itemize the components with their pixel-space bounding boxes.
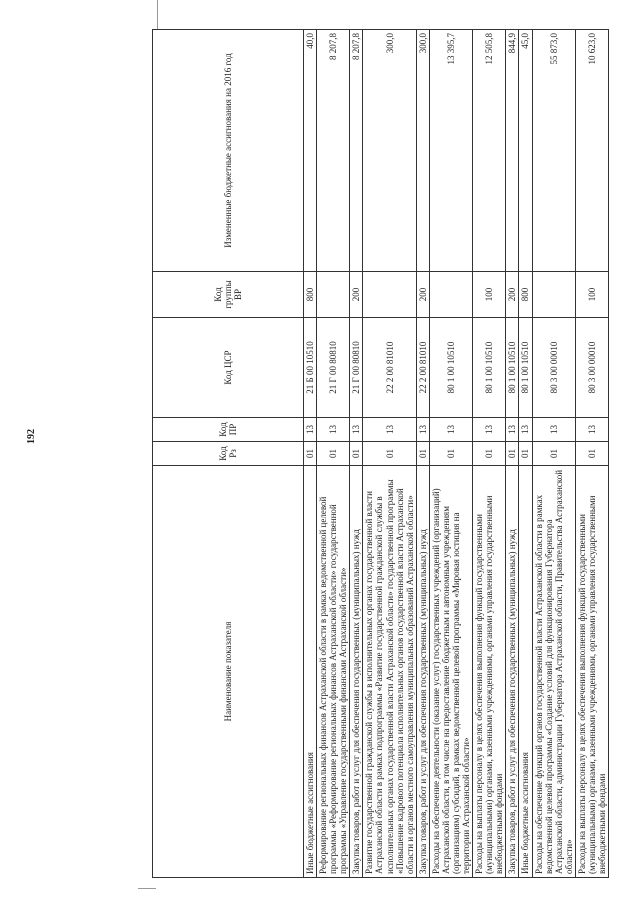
cell-vr: 800 (519, 272, 532, 318)
header-pr: Код ПР (153, 418, 304, 442)
cell-vr (429, 272, 472, 318)
table-row (304, 30, 317, 878)
cell-amount: 13 395,7 (429, 30, 472, 272)
table-row (363, 30, 416, 878)
cell-rz: 01 (506, 442, 519, 466)
cell-name: Иные бюджетные ассигнования (519, 466, 532, 878)
cell-csr: 80 3 00 00010 (575, 318, 608, 418)
page-number: 192 (26, 429, 37, 444)
cell-amount: 10 623,0 (575, 30, 608, 272)
cell-csr: 21 Б 00 10510 (304, 318, 317, 418)
cell-csr: 80 1 00 10510 (473, 318, 506, 418)
cell-name: Расходы на обеспечение функций органов государственной власти Астраханской области в рамках ведомственной целевой программы «Создание условий для функционирования Губернатора Астраханской области, администрации Губернатора Астраханской области, Правительства Астраханской области» (532, 466, 575, 878)
cell-vr: 200 (506, 272, 519, 318)
cell-amount: 8 207,8 (350, 30, 363, 272)
table-row (416, 30, 429, 878)
cell-vr: 200 (416, 272, 429, 318)
cell-rz: 01 (519, 442, 532, 466)
cell-csr: 21 Г 00 80810 (317, 318, 350, 418)
cell-name: Расходы на обеспечение деятельности (оказание услуг) государственных учреждений (организаций) Астраханской области, в том числе на предоставление бюджетным и автономным учреждениям (организациям) субсидий, в рамках ведомственной целевой программы «Мировая юстиция на территории Астраханской области» (429, 466, 472, 878)
table-row (506, 30, 519, 878)
table-body (304, 30, 609, 878)
cell-csr: 80 3 00 00010 (532, 318, 575, 418)
cell-pr: 13 (350, 418, 363, 442)
cell-name: Расходы на выплаты персоналу в целях обеспечения выполнения функций государственными (муниципальными) органами, казенными учреждениями, органами управления государственными внебюджетными фондами (473, 466, 506, 878)
scan-artifact-mark (138, 888, 156, 889)
table-row (429, 30, 472, 878)
cell-amount: 45,0 (519, 30, 532, 272)
cell-pr: 13 (317, 418, 350, 442)
cell-pr: 13 (575, 418, 608, 442)
cell-pr: 13 (304, 418, 317, 442)
cell-vr (532, 272, 575, 318)
cell-vr: 200 (350, 272, 363, 318)
cell-pr: 13 (506, 418, 519, 442)
table-header-row (153, 30, 304, 878)
cell-pr: 13 (429, 418, 472, 442)
cell-pr: 13 (532, 418, 575, 442)
cell-name: Иные бюджетные ассигнования (304, 466, 317, 878)
table-row (473, 30, 506, 878)
table-row (532, 30, 575, 878)
cell-amount: 8 207,8 (317, 30, 350, 272)
cell-csr: 80 1 00 10510 (506, 318, 519, 418)
cell-rz: 01 (429, 442, 472, 466)
cell-rz: 01 (363, 442, 416, 466)
cell-csr: 22 2 00 81010 (416, 318, 429, 418)
cell-vr: 100 (575, 272, 608, 318)
table-row (575, 30, 608, 878)
cell-rz: 01 (416, 442, 429, 466)
cell-amount: 300,0 (363, 30, 416, 272)
cell-rz: 01 (317, 442, 350, 466)
cell-vr (363, 272, 416, 318)
header-csr: Код ЦСР (153, 318, 304, 418)
header-name: Наименование показателя (153, 466, 304, 878)
cell-rz: 01 (304, 442, 317, 466)
cell-pr: 13 (363, 418, 416, 442)
cell-vr: 100 (473, 272, 506, 318)
header-rz: Код Рз (153, 442, 304, 466)
budget-table (152, 29, 609, 878)
cell-amount: 12 505,8 (473, 30, 506, 272)
cell-name: Закупка товаров, работ и услуг для обеспечения государственных (муниципальных) нужд (416, 466, 429, 878)
table-row (519, 30, 532, 878)
cell-name: Расходы на выплаты персоналу в целях обеспечения выполнения функций государственными (муниципальными) органами, казенными учреждениями, органами управления государственными внебюджетными фондами (575, 466, 608, 878)
cell-rz: 01 (350, 442, 363, 466)
cell-vr (317, 272, 350, 318)
cell-amount: 300,0 (416, 30, 429, 272)
cell-rz: 01 (473, 442, 506, 466)
cell-csr: 80 1 00 10510 (429, 318, 472, 418)
table-row (350, 30, 363, 878)
cell-csr: 22 2 00 81010 (363, 318, 416, 418)
header-amount: Измененные бюджетные ассигнования на 2016 год (153, 30, 304, 272)
header-vr: Код группы ВР (153, 272, 304, 318)
cell-csr: 80 1 00 10510 (519, 318, 532, 418)
cell-pr: 13 (473, 418, 506, 442)
cell-rz: 01 (575, 442, 608, 466)
scan-artifact-line (157, 0, 158, 30)
table-row (317, 30, 350, 878)
budget-table-sheet (152, 30, 608, 878)
cell-name: Реформирование региональных финансов Астраханской области в рамках ведомственной целевой программы «Реформирование региональных финансов Астраханской области» государственной программы «Управление государственными финансами Астраханской области» (317, 466, 350, 878)
cell-csr: 21 Г 00 80810 (350, 318, 363, 418)
cell-amount: 40,0 (304, 30, 317, 272)
cell-amount: 55 873,0 (532, 30, 575, 272)
cell-name: Развитие государственной гражданской службы в исполнительных органах государственной власти Астраханской области в рамках подпрограммы «Развитие государственной гражданской службы в исполнительных органах государственной власти Астраханской области» государственной программы «Повышение кадрового потенциала исполнительных органов государственной власти Астраханской области и органов местного самоуправления муниципальных образований Астраханской области» (363, 466, 416, 878)
cell-name: Закупка товаров, работ и услуг для обеспечения государственных (муниципальных) нужд (350, 466, 363, 878)
cell-pr: 13 (416, 418, 429, 442)
cell-amount: 844,9 (506, 30, 519, 272)
cell-pr: 13 (519, 418, 532, 442)
cell-vr: 800 (304, 272, 317, 318)
cell-name: Закупка товаров, работ и услуг для обеспечения государственных (муниципальных) нужд (506, 466, 519, 878)
cell-rz: 01 (532, 442, 575, 466)
